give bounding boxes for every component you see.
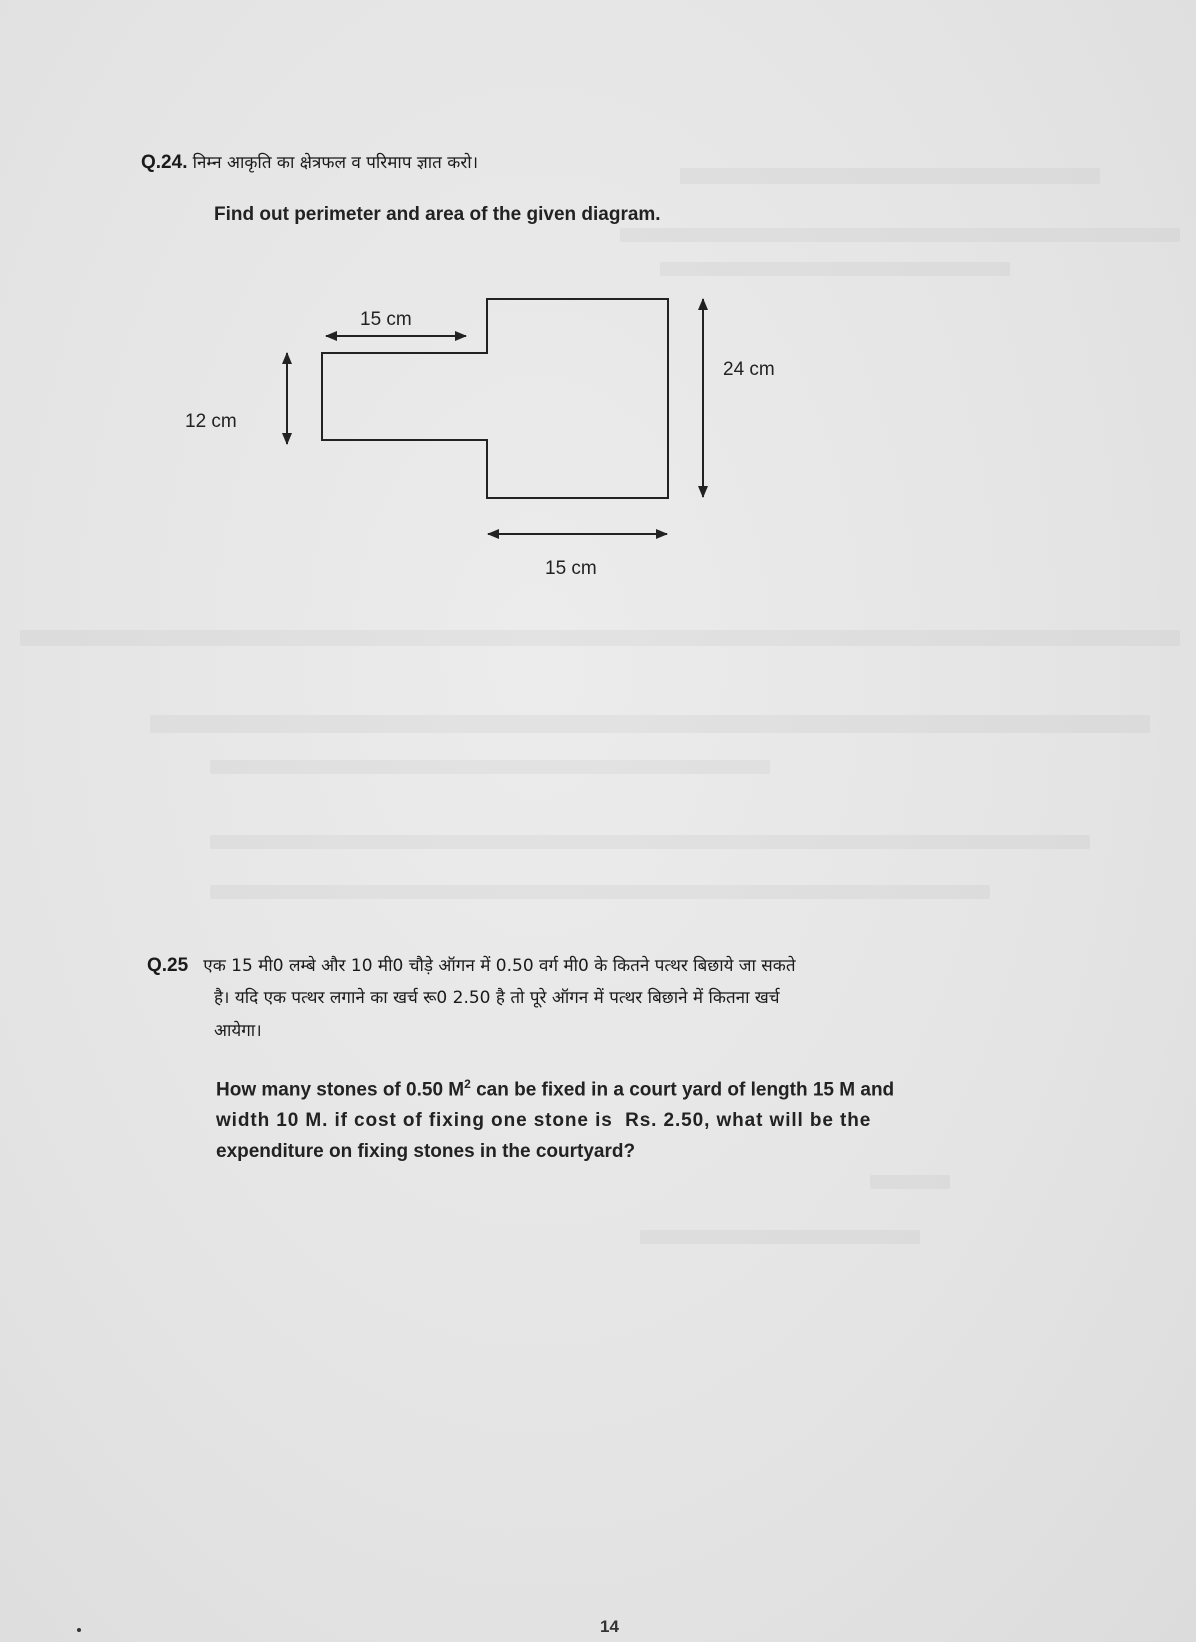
left-dimension-label: 12 cm	[185, 411, 237, 432]
composite-shape-diagram	[0, 0, 1196, 600]
bleed-through-text	[870, 1175, 950, 1189]
question-25-hindi-line3: आयेगा।	[214, 1021, 262, 1041]
question-24-english: Find out perimeter and area of the given diagram.	[214, 204, 661, 225]
question-25-english-line2: width 10 M. if cost of fixing one stone is Rs. 2.50, what will be the	[216, 1110, 872, 1132]
top-dimension-label: 15 cm	[360, 309, 412, 330]
question-25-english-line3: expenditure on fixing stones in the courtyard?	[216, 1141, 636, 1163]
bottom-dimension-label: 15 cm	[545, 558, 597, 579]
question-text-hindi: निम्न आकृति का क्षेत्रफल व परिमाप ज्ञात करो।	[192, 153, 479, 173]
superscript: 2	[464, 1077, 471, 1091]
bleed-through-text	[210, 835, 1090, 849]
question-25-english	[216, 1069, 1096, 1167]
question-25-line1	[147, 953, 796, 977]
speck	[77, 1628, 81, 1632]
question-25-hindi-line2: है। यदि एक पत्थर लगाने का खर्च रू0 2.50 है तो पूरे ऑगन में पत्थर बिछाने में कितना खर्च	[214, 988, 780, 1008]
bleed-through-text	[210, 885, 990, 899]
bleed-through-text	[20, 630, 1180, 646]
bleed-through-text	[150, 715, 1150, 733]
bleed-through-text	[210, 760, 770, 774]
page-number: 14	[600, 1617, 619, 1636]
question-number: Q.24.	[141, 152, 188, 173]
right-dimension-label: 24 cm	[723, 359, 775, 380]
question-25-english-line1: How many stones of 0.50 $M^2$ can be fixed in a court yard of length 15 M and	[216, 1077, 895, 1101]
bleed-through-text	[640, 1230, 920, 1244]
question-number: Q.25	[147, 955, 189, 976]
question-text-hindi: एक 15 मी0 लम्बे और 10 मी0 चौड़े ऑगन में 0.50 वर्ग मी0 के कितने पत्थर बिछाये जा सकते	[203, 956, 796, 976]
